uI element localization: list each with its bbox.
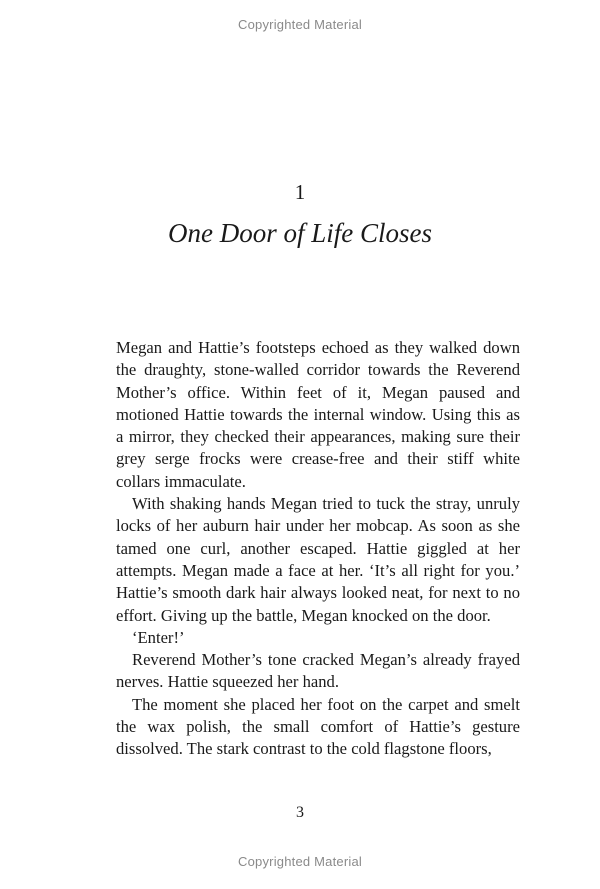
chapter-number: 1 <box>294 180 306 204</box>
paragraph: ‘Enter!’ <box>132 627 185 647</box>
chapter-title: One Door of Life Closes <box>167 218 432 248</box>
body-text <box>116 337 520 761</box>
paragraph: With shaking hands Megan tried to tuck the stray, unruly locks of her auburn hair under her mobcap. As soon as she tamed one curl, another escaped. Hattie giggled at her attempts. Megan made a face at her. ‘It’s all right for you.’ Hattie’s smooth dark hair always looked neat, for next to no effort. Giving up the battle, Megan knocked on the door. <box>116 494 520 625</box>
copyright-watermark-top: Copyrighted Material <box>238 17 362 32</box>
paragraph: Reverend Mother’s tone cracked Megan’s already frayed nerves. Hattie squeezed her hand. <box>116 650 520 692</box>
page-number: 3 <box>296 804 304 821</box>
paragraph: Megan and Hattie’s footsteps echoed as they walked down the draughty, stone-walled corridor towards the Reverend Mother’s office. Within feet of it, Megan paused and motioned Hattie towards the internal window. Using this as a mirror, they checked their appearances, making sure their grey serge frocks were crease-free and their stiff white collars immaculate. <box>116 338 520 491</box>
paragraph: The moment she placed her foot on the carpet and smelt the wax polish, the small comfort of Hattie’s gesture dissolved. The stark contrast to the cold flagstone floors, <box>116 694 520 759</box>
copyright-watermark-bottom: Copyrighted Material <box>238 854 362 869</box>
